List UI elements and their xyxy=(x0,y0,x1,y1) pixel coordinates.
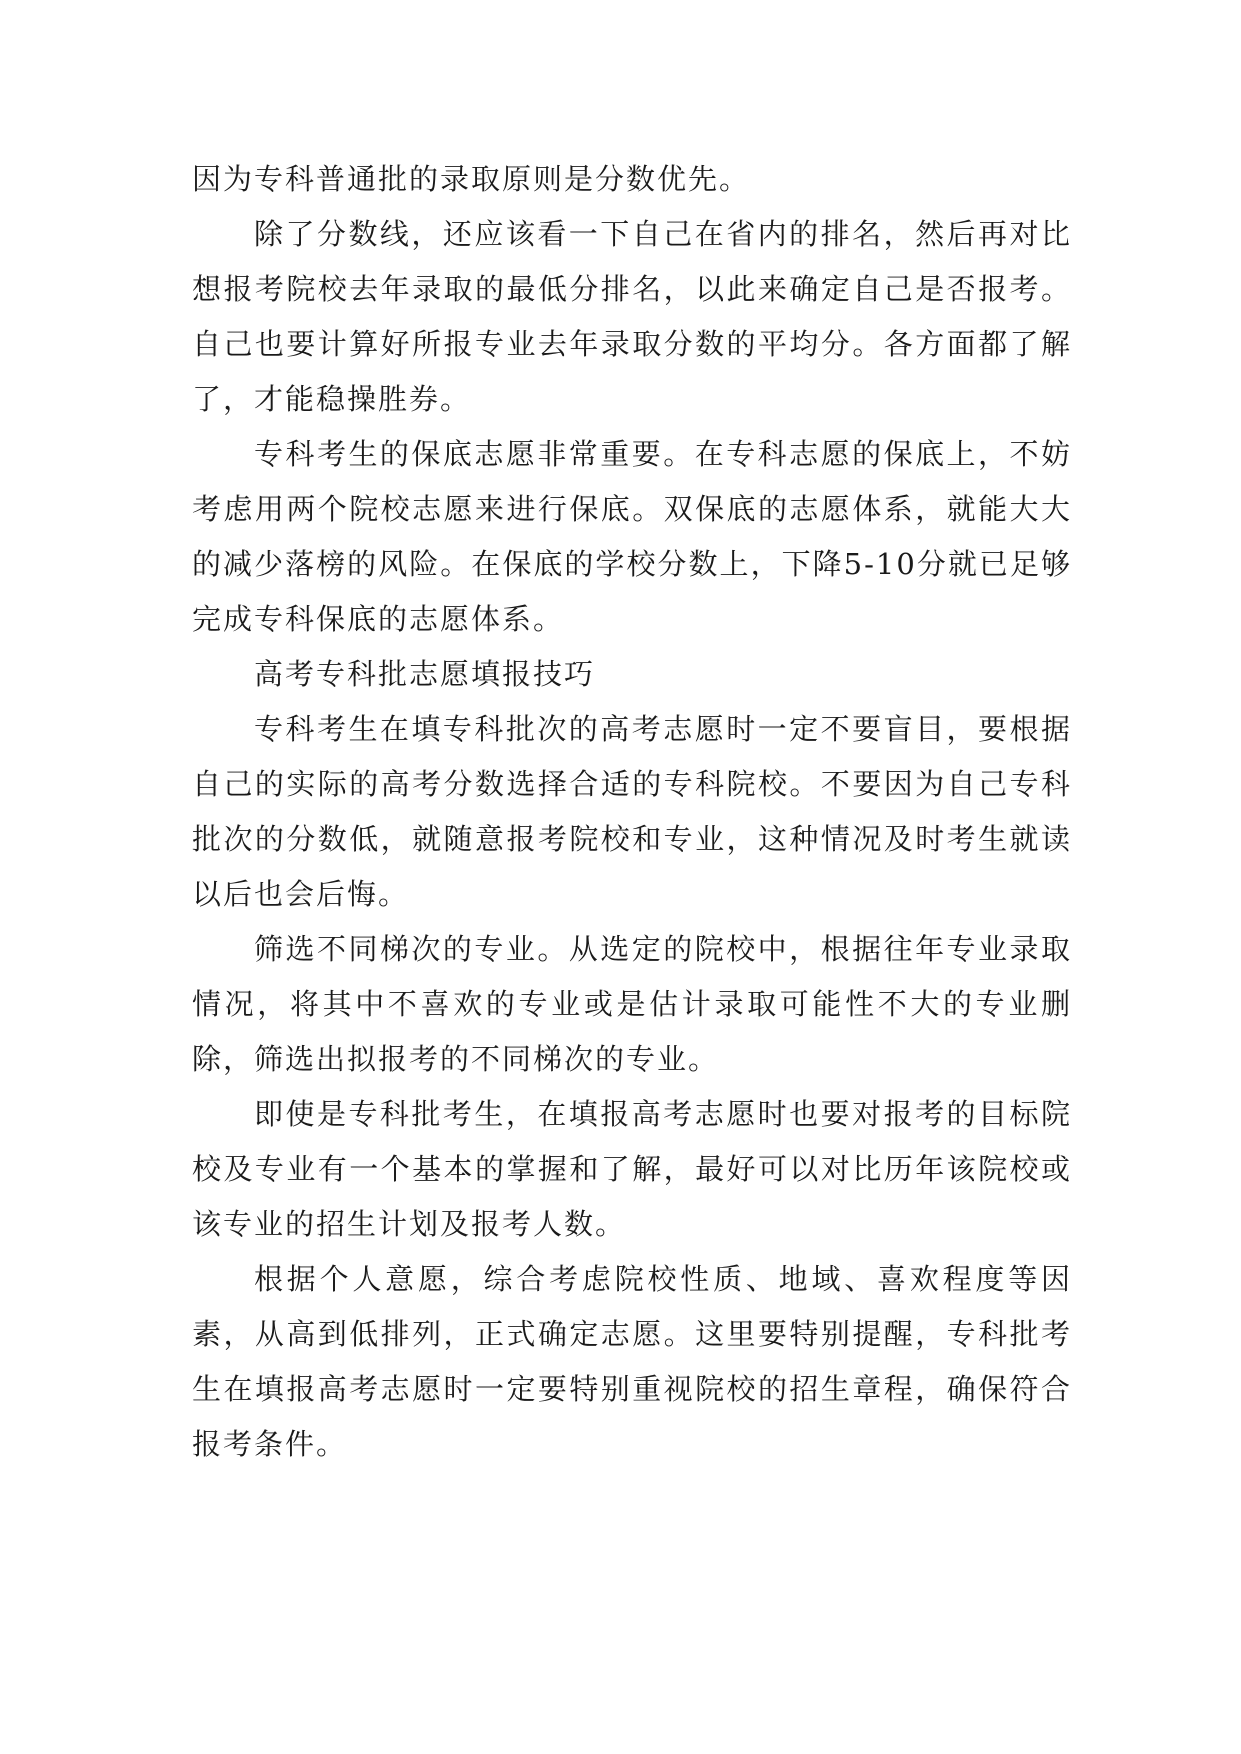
section-heading: 高考专科批志愿填报技巧 xyxy=(254,657,596,691)
paragraph-3: 专科考生的保底志愿非常重要。在专科志愿的保底上，不妨考虑用两个院校志愿来进行保底。双保底的志愿体系，就能大大的减少落榜的风险。在保底的学校分数上，下降5-10分就已足够完成专科保底的志愿体系。 xyxy=(192,437,1072,636)
paragraph-7: 根据个人意愿，综合考虑院校性质、地域、喜欢程度等因素，从高到低排列，正式确定志愿。这里要特别提醒，专科批考生在填报高考志愿时一定要特别重视院校的招生章程，确保符合报考条件。 xyxy=(192,1262,1072,1461)
paragraph-2: 除了分数线，还应该看一下自己在省内的排名，然后再对比想报考院校去年录取的最低分排名，以此来确定自己是否报考。自己也要计算好所报专业去年录取分数的平均分。各方面都了解了，才能稳操胜券。 xyxy=(192,217,1072,416)
paragraph-4: 专科考生在填专科批次的高考志愿时一定不要盲目，要根据自己的实际的高考分数选择合适的专科院校。不要因为自己专科批次的分数低，就随意报考院校和专业，这种情况及时考生就读以后也会后悔。 xyxy=(192,712,1072,911)
document-body xyxy=(192,152,1072,1472)
paragraph-6: 即使是专科批考生，在填报高考志愿时也要对报考的目标院校及专业有一个基本的掌握和了解，最好可以对比历年该院校或该专业的招生计划及报考人数。 xyxy=(192,1097,1072,1241)
paragraph-1: 因为专科普通批的录取原则是分数优先。 xyxy=(192,162,751,196)
paragraph-5: 筛选不同梯次的专业。从选定的院校中，根据往年专业录取情况，将其中不喜欢的专业或是估计录取可能性不大的专业删除，筛选出拟报考的不同梯次的专业。 xyxy=(192,932,1072,1076)
